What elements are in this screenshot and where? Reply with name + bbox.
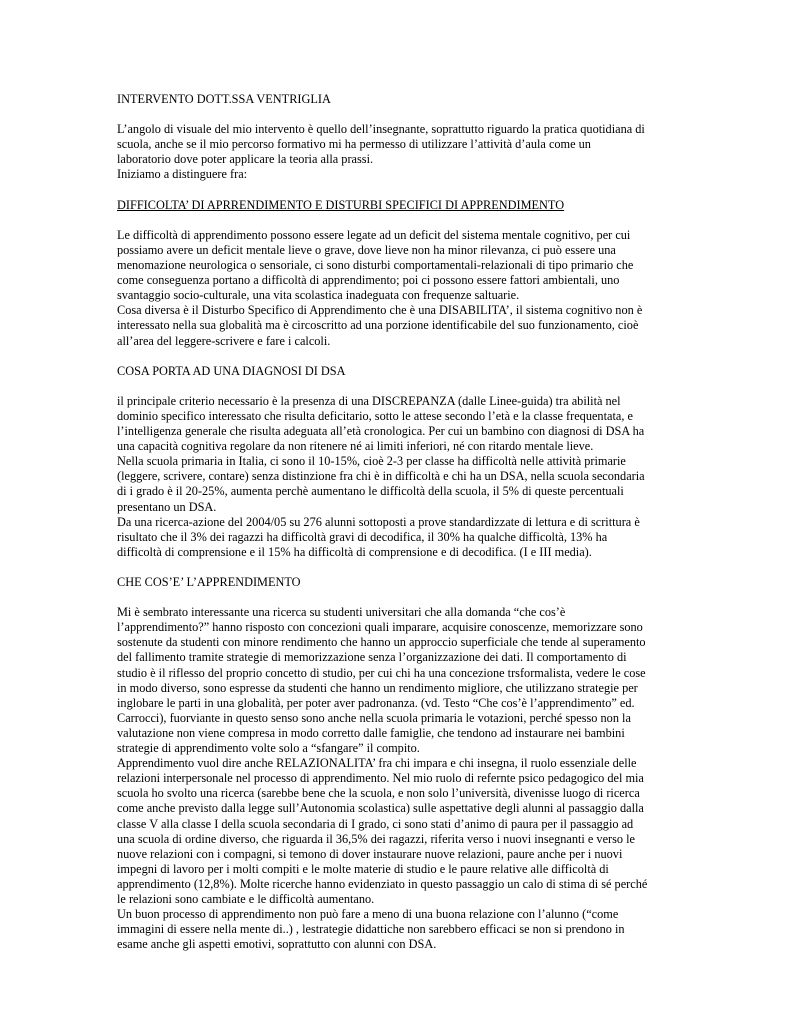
section1-body: Le difficoltà di apprendimento possono essere legate ad un deficit del sistema mentale cognitivo, per cui possiamo avere un deficit mentale lieve o grave, dove lieve non ha minor rilevanza, ci può essere una menomazione neurologica o sensoriale, ci sono disturbi comportamentali-relazionali di tipo primario che come conseguenza portano a difficoltà di apprendimento; poi ci possono essere fattori ambientali, uno svantaggio socio-culturale, una vita scolastica inadeguata con frequenze saltuarie. Cosa diversa è il Disturbo Specifico di Apprendimento che è una DISABILITA’, il sistema cognitivo non è interessato nella sua globalità ma è circoscritto ad una porzione identificabile del suo funzionamento, cioè all’area del leggere-scrivere e fare i calcoli. bbox=[117, 227, 643, 348]
section3-heading: CHE COS’E’ L’APPRENDIMENTO bbox=[117, 575, 301, 589]
section2-body: il principale criterio necessario è la presenza di una DISCREPANZA (dalle Linee-guida) tra abilità nel dominio specifico interessato che risulta deficitario, sotto le attese secondo l’età e la classe frequentata, e l’intelligenza generale che risulta adeguata all’età cronologica. Per cui un bambino con diagnosi di DSA ha una capacità cognitiva regolare da non ritenere né ai limiti inferiori, né con ritardo mentale lieve. Nella scuola primaria in Italia, ci sono il 10-15%, cioè 2-3 per classe ha difficoltà nelle attività primarie (leggere, scrivere, contare) senza distinzione fra chi è in difficoltà e chi ha un DSA, nella scuola secondaria di i grado è il 20-25%, aumenta perchè aumentano le difficoltà della scuola, il 5% di queste percentuali presentano un DSA. Da una ricerca-azione del 2004/05 su 276 alunni sottoposti a prove standardizzate di lettura e di scrittura è risultato che il 3% dei ragazzi ha difficoltà gravi di decodifica, il 30% ha qualche difficoltà, 13% ha difficoltà di comprensione e il 15% ha difficoltà di comprensione e di decodifica. (I e III media). bbox=[117, 393, 645, 559]
intro-paragraph: L’angolo di visuale del mio intervento è quello dell’insegnante, soprattutto riguardo la pratica quotidiana di scuola, anche se il mio percorso formativo mi ha permesso di utilizzare l’attività d’aula come un laboratorio dove poter applicare la teoria alla prassi. Iniziamo a distinguere fra: bbox=[117, 122, 645, 182]
document-page bbox=[117, 92, 677, 952]
document-title: INTERVENTO DOTT.SSA VENTRIGLIA bbox=[117, 92, 331, 106]
section1-heading: DIFFICOLTA’ DI APRRENDIMENTO E DISTURBI SPECIFICI DI APPRENDIMENTO bbox=[117, 197, 565, 212]
section3-body: Mi è sembrato interessante una ricerca su studenti universitari che alla domanda “che cos’è l’apprendimento?” hanno risposto con concezioni quali imparare, acquisire conoscenze, memorizzare sono sostenute da studenti con minore rendimento che hanno un approccio superficiale che tende al superamento del fallimento tramite strategie di memorizzazione senza l’organizzazione dei dati. Il comportamento di studio è il riflesso del proprio concetto di studio, per cui chi ha una concezione trsformalista, vedere le cose in modo diverso, sono espresse da studenti che hanno un rendimento migliore, che utilizzano strategie per inglobare le parti in una globalità, per poter aver padronanza. (vd. Testo “Che cos’è l’apprendimento” ed. Carrocci), fuorviante in questo senso sono anche nella scuola primaria le votazioni, perché spesso non la valutazione non viene compresa in modo corretto dalle famiglie, che tendono ad instaurare nei bambini strategie di apprendimento volte solo a “sfangare” il compito. Apprendimento vuol dire anche RELAZIONALITA’ fra chi impara e chi insegna, il ruolo essenziale delle relazioni interpersonale nel processo di apprendimento. Nel mio ruolo di refernte psico pedagogico del mia scuola ho svolto una ricerca (sarebbe bene che la scuola, e non solo l’università, divenisse luogo di ricerca come anche previsto dalla legge sull’Autonomia scolastica) sulle aspettative degli alunni al passaggio dalla classe V alla classe I della scuola secondaria di I grado, ci sono stati d’animo di paura per il passaggio ad una scuola di ordine diverso, che riguarda il 36,5% dei ragazzi, riferita verso i nuovi insegnanti e verso le nuove relazioni con i compagni, si temono di dover instaurare nuove relazioni, paure anche per i nuovi impegni di lavoro per i molti compiti e le molte materie di studio e le paure relative alle difficoltà di apprendimento (12,8%). Molte ricerche hanno evidenziato in questo passaggio un calo di stima di sé perché le relazioni sono cambiate e le difficoltà aumentano. Un buon processo di apprendimento non può fare a meno di una buona relazione con l’alunno (“come immagini di essere nella mente di..) , lestrategie didattiche non sarebbero efficaci se non si prendono in esame anche gli aspetti emotivi, soprattutto con alunni con DSA. bbox=[117, 605, 648, 952]
section2-heading: COSA PORTA AD UNA DIAGNOSI DI DSA bbox=[117, 363, 346, 378]
